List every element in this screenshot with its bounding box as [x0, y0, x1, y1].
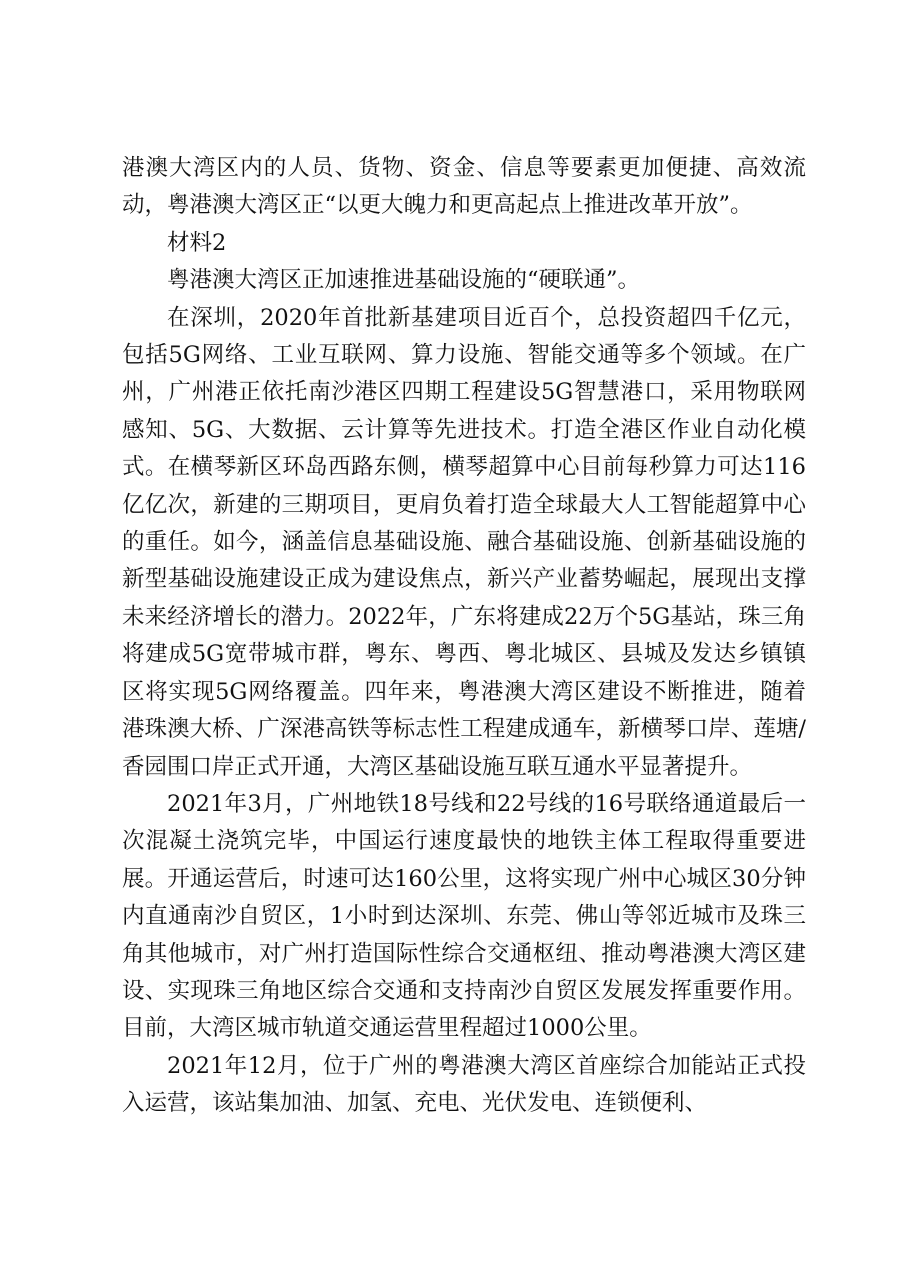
material-heading: 材料2 [167, 229, 227, 256]
paragraph-continued: 港澳大湾区内的人员、货物、资金、信息等要素更加便捷、高效流动，粤港澳大湾区正“以更大魄力和更高起点上推进改革开放”。 [122, 155, 806, 219]
paragraph-intro: 粤港澳大湾区正加速推进基础设施的“硬联通”。 [167, 267, 641, 294]
paragraph-energy-station: 2021年12月，位于广州的粤港澳大湾区首座综合加能站正式投入运营，该站集加油、加氢、充电、光伏发电、连锁便利、 [122, 1052, 806, 1117]
paragraph-metro: 2021年3月，广州地铁18号线和22号线的16号联络通道最后一次混凝土浇筑完毕，中国运行速度最快的地铁主体工程取得重要进展。开通运营后，时速可达160公里，这将实现广州中心城区30分钟内直通南沙自贸区，1小时到达深圳、东莞、佛山等邻近城市及珠三角其他城市，对广州打造国际性综合交通枢纽、推动粤港澳大湾区建设、实现珠三角地区综合交通和支持南沙自贸区发展发挥重要作用。目前，大湾区城市轨道交通运营里程超过1000公里。 [122, 790, 806, 1042]
paragraph-infrastructure: 在深圳，2020年首批新基建项目近百个，总投资超四千亿元，包括5G网络、工业互联网、算力设施、智能交通等多个领域。在广州，广州港正依托南沙港区四期工程建设5G智慧港口，采用物联网感知、5G、大数据、云计算等先进技术。打造全港区作业自动化模式。在横琴新区环岛西路东侧，横琴超算中心目前每秒算力可达116亿亿次，新建的三期项目，更肩负着打造全球最大人工智能超算中心的重任。如今，涵盖信息基础设施、融合基础设施、创新基础设施的新型基础设施建设正成为建设焦点，新兴产业蓄势崛起，展现出支撑未来经济增长的潜力。2022年，广东将建成22万个5G基站，珠三角将建成5G宽带城市群，粤东、粤西、粤北城区、县城及发达乡镇镇区将实现5G网络覆盖。四年来，粤港澳大湾区建设不断推进，随着港珠澳大桥、广深港高铁等标志性工程建成通车，新横琴口岸、莲塘/香园围口岸正式开通，大湾区基础设施互联互通水平显著提升。 [122, 304, 806, 780]
document-page [122, 150, 806, 1123]
